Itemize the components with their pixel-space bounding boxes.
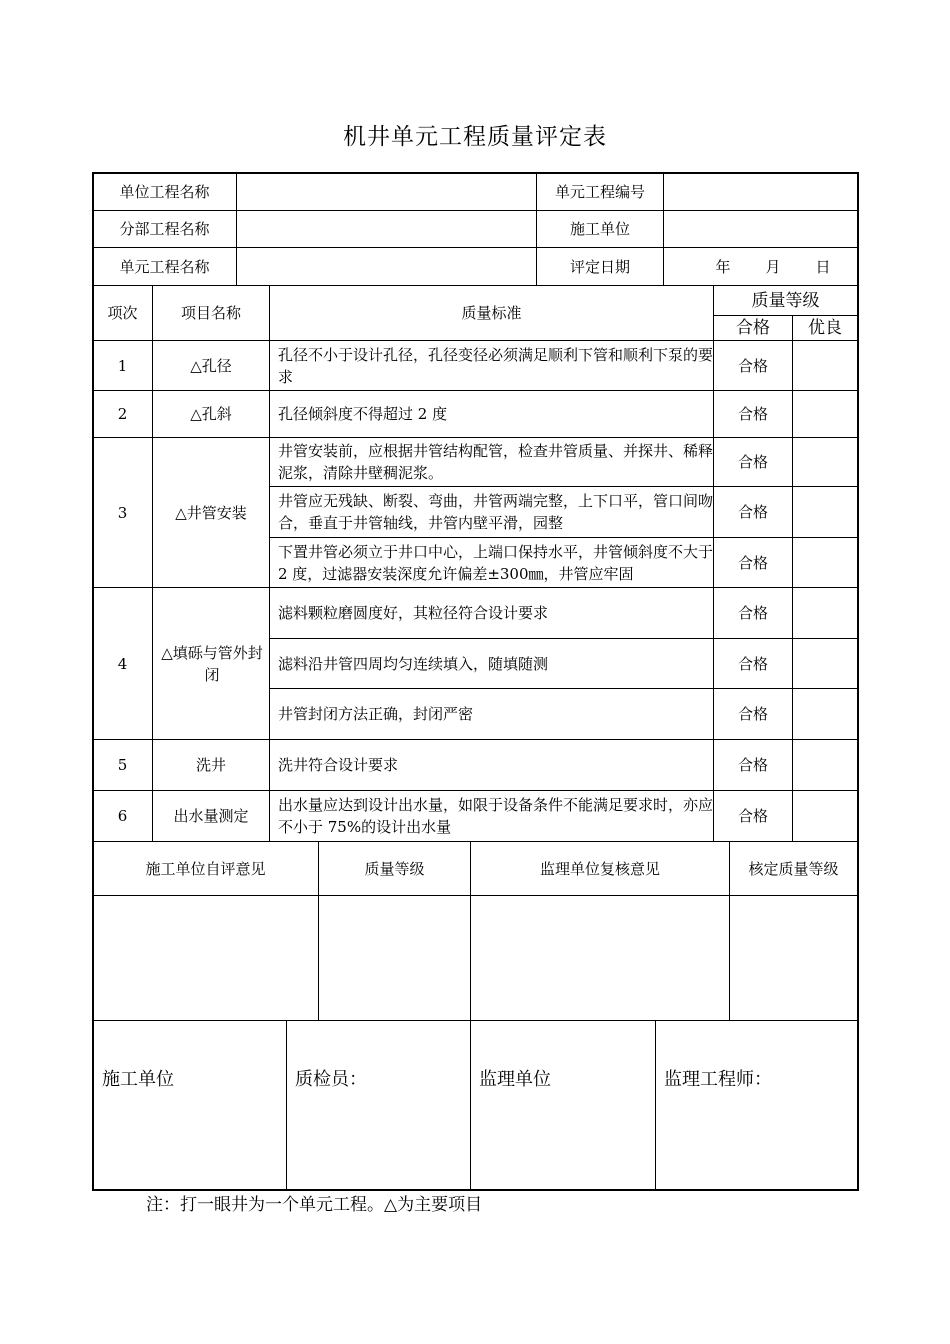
- col-header-grade: 质量等级: [751, 290, 820, 311]
- date-year: 年: [715, 257, 731, 276]
- unit-project-value[interactable]: [237, 173, 536, 210]
- row-no: 5: [117, 756, 128, 774]
- row-pass: 合格: [737, 756, 768, 774]
- row-pass: 合格: [737, 654, 768, 673]
- row-excellent[interactable]: [793, 791, 857, 841]
- row-item: △填砾与管外封闭: [161, 643, 263, 684]
- inspector-signature-label: 质检员：: [295, 1069, 367, 1090]
- element-name-label: 单元工程名称: [119, 257, 210, 276]
- col-header-no: 项次: [107, 304, 138, 322]
- supervisor-review-field[interactable]: [471, 896, 729, 1020]
- division-label: 分部工程名称: [119, 220, 210, 238]
- col-header-pass: 合格: [736, 318, 770, 338]
- contractor-label: 施工单位: [569, 220, 630, 238]
- contractor-signature-label: 施工单位: [102, 1069, 174, 1090]
- row-excellent[interactable]: [793, 588, 857, 638]
- row-pass: 合格: [737, 503, 768, 521]
- supervisor-engineer-signature-label: 监理工程师：: [664, 1069, 772, 1090]
- col-header-item: 项目名称: [180, 304, 241, 322]
- row-pass: 合格: [737, 705, 768, 723]
- element-name-value[interactable]: [237, 248, 536, 285]
- row-standard: 滤料沿井管四周均匀连续填入，随填随测: [278, 654, 549, 673]
- element-no-value[interactable]: [664, 173, 857, 210]
- row-excellent[interactable]: [793, 689, 857, 739]
- row-pass: 合格: [737, 807, 768, 825]
- page-title: 机井单元工程质量评定表: [343, 124, 607, 150]
- row-excellent[interactable]: [793, 438, 857, 486]
- date-day: 日: [815, 257, 831, 276]
- division-value[interactable]: [237, 211, 536, 247]
- row-standard: 洗井符合设计要求: [278, 756, 399, 774]
- row-pass: 合格: [737, 604, 768, 622]
- row-no: 2: [117, 405, 128, 423]
- self-eval-header: 施工单位自评意见: [145, 859, 266, 878]
- row-item: △孔斜: [190, 405, 232, 423]
- unit-project-label: 单位工程名称: [119, 182, 210, 201]
- row-standard: 滤料颗粒磨圆度好，其粒径符合设计要求: [278, 604, 549, 622]
- date-label: 评定日期: [569, 257, 630, 276]
- row-excellent[interactable]: [793, 391, 857, 437]
- footnote: 注：打一眼井为一个单元工程。△为主要项目: [146, 1195, 483, 1215]
- row-item: △井管安装: [175, 503, 247, 522]
- row-no: 3: [117, 503, 128, 522]
- row-excellent[interactable]: [793, 740, 857, 790]
- verified-grade-field[interactable]: [730, 896, 857, 1020]
- contractor-value[interactable]: [664, 211, 857, 247]
- row-excellent[interactable]: [793, 487, 857, 537]
- grade-header: 质量等级: [364, 859, 425, 878]
- row-pass: 合格: [737, 356, 768, 375]
- row-pass: 合格: [737, 553, 768, 572]
- row-excellent[interactable]: [793, 639, 857, 688]
- row-no: 4: [117, 654, 128, 673]
- row-standard: 出水量应达到设计出水量，如限于设备条件不能满足要求时，亦应不小于 75%的设计出水量: [278, 796, 714, 836]
- col-header-standard: 质量标准: [461, 304, 522, 322]
- supervisor-review-header: 监理单位复核意见: [539, 859, 660, 878]
- row-standard: 孔径倾斜度不得超过 2 度: [278, 405, 448, 423]
- date-month: 月: [765, 257, 781, 276]
- row-excellent[interactable]: [793, 538, 857, 587]
- row-standard: 下置井管必须立于井口中心，上端口保持水平，井管倾斜度不大于 2 度，过滤器安装深度允许偏差±300㎜，井管应牢固: [278, 542, 714, 583]
- row-standard: 井管封闭方法正确，封闭严密: [278, 705, 474, 723]
- row-no: 6: [117, 807, 128, 825]
- row-pass: 合格: [737, 405, 768, 423]
- grade-field[interactable]: [319, 896, 470, 1020]
- row-item: 洗井: [195, 756, 226, 774]
- element-no-label: 单元工程编号: [554, 182, 645, 201]
- col-header-excellent: 优良: [808, 318, 842, 338]
- row-standard: 孔径不小于设计孔径，孔径变径必须满足顺利下管和顺利下泵的要求: [278, 345, 714, 386]
- row-item: △孔径: [190, 356, 232, 375]
- self-eval-field[interactable]: [93, 896, 318, 1020]
- supervisor-unit-signature-label: 监理单位: [479, 1069, 551, 1090]
- row-pass: 合格: [737, 453, 768, 471]
- row-standard: 井管安装前，应根据井管结构配管，检查井管质量、并探井、稀释泥浆，清除井壁稠泥浆。: [278, 442, 714, 482]
- row-excellent[interactable]: [793, 341, 857, 390]
- verified-grade-header: 核定质量等级: [748, 859, 839, 878]
- row-item: 出水量测定: [173, 807, 249, 825]
- row-no: 1: [117, 356, 128, 375]
- row-standard: 井管应无残缺、断裂、弯曲，井管两端完整，上下口平，管口间吻合，垂直于井管轴线，井管内壁平滑，园整: [278, 492, 714, 532]
